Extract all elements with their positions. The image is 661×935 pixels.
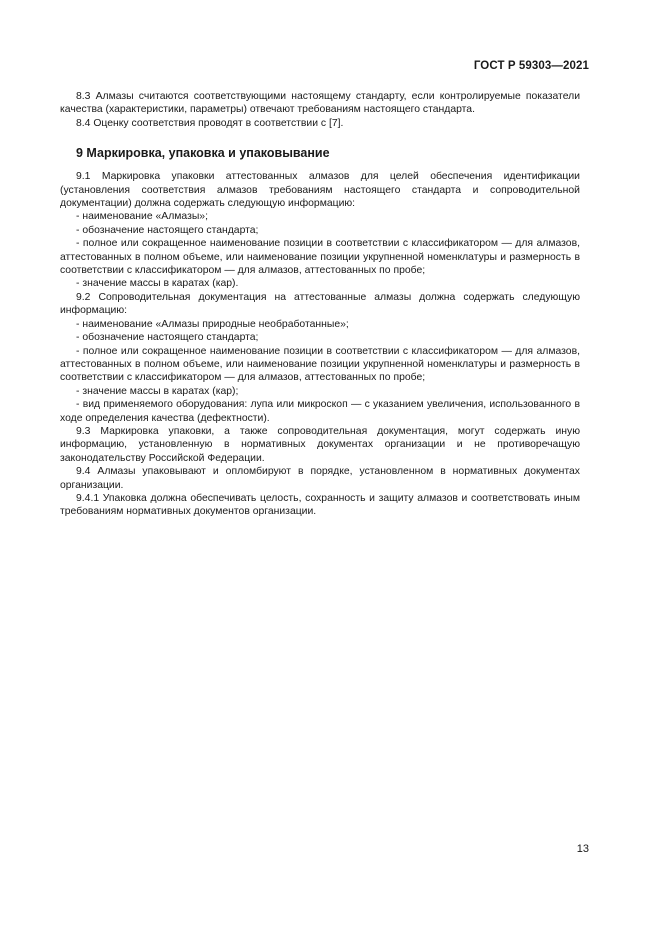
list-item: - значение массы в каратах (кар);: [76, 385, 239, 397]
section-title: 9 Маркировка, упаковка и упаковывание: [76, 146, 330, 161]
paragraph-8-4: 8.4 Оценку соответствия проводят в соответствии с [7].: [76, 117, 344, 129]
list-item: - наименование «Алмазы»;: [76, 211, 208, 223]
paragraph-9-4-1: 9.4.1 Упаковка должна обеспечивать целость, сохранность и защиту алмазов и соответствовать иным требованиям нормативных документов организации.: [60, 492, 580, 518]
paragraph-9-3: 9.3 Маркировка упаковки, а также сопроводительная документация, могут содержать иную информацию, установленную в нормативных документах организации и не противоречащую законодательству Российской Федерации.: [60, 425, 580, 464]
paragraph-9-4: 9.4 Алмазы упаковывают и опломбируют в порядке, установленном в нормативных документах организации.: [60, 466, 580, 491]
list-item: - значение массы в каратах (кар).: [76, 278, 239, 290]
paragraph-8-3: 8.3 Алмазы считаются соответствующими настоящему стандарту, если контролируемые показатели качества (характеристики, параметры) отвечают требованиям настоящего стандарта.: [60, 91, 580, 116]
document-body: [60, 90, 580, 519]
list-item: - вид применяемого оборудования: лупа или микроскоп — с указанием увеличения, использованного в ходе определения качества (дефектности).: [60, 399, 580, 424]
paragraph-9-1: 9.1 Маркировка упаковки аттестованных алмазов для целей обеспечения идентификации (установления соответствия алмазов требованиям настоящего стандарта и сопроводительной документации) должна содержать следующую информацию:: [60, 171, 580, 210]
list-item: - полное или сокращенное наименование позиции в соответствии с классификатором — для алмазов, аттестованных в полном объеме, или наименование позиции укрупненной номенклатуры и размерность в соответствии с классификатором — для алмазов, аттестованных по пробе;: [60, 238, 580, 277]
document-header: ГОСТ Р 59303—2021: [473, 60, 589, 72]
list-item: - обозначение настоящего стандарта;: [76, 332, 259, 344]
list-item: - наименование «Алмазы природные необработанные»;: [76, 318, 349, 330]
list-item: - полное или сокращенное наименование позиции в соответствии с классификатором — для алмазов, аттестованных в полном объеме, или наименование позиции укрупненной номенклатуры и размерность в соответствии с классификатором — для алмазов, аттестованных по пробе;: [60, 345, 580, 384]
list-item: - обозначение настоящего стандарта;: [76, 224, 259, 236]
page-number: 13: [576, 843, 589, 855]
paragraph-9-2: 9.2 Сопроводительная документация на аттестованные алмазы должна содержать следующую информацию:: [60, 291, 580, 317]
